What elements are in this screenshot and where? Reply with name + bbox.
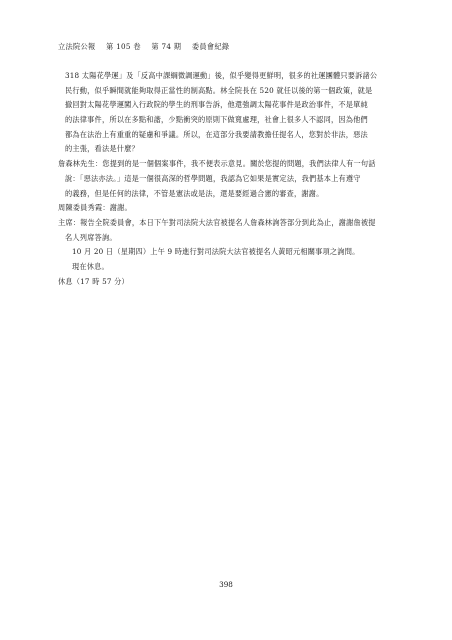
recess-line: 休息（17 時 57 分） bbox=[58, 276, 129, 286]
text-line: 名人列席答詢。 bbox=[65, 232, 117, 242]
section-label: 委員會紀錄 bbox=[191, 42, 230, 51]
speaker-line: 詹森林先生：您提到的是一個個案事件，我不便表示意見。關於您提的問題，我們法律人有一句話 bbox=[58, 159, 376, 169]
text-line: 的主張，看法是什麼？ bbox=[65, 144, 139, 154]
volume-label: 第 105 卷 bbox=[106, 42, 141, 51]
speaker-line: 周陳委員秀霞：謝謝。 bbox=[58, 203, 132, 213]
issue-label: 第 74 期 bbox=[151, 42, 182, 51]
text-line: 的法律事件，所以在多點和諧，少點衝突的原則下做寬處理，社會上很多人不認同，因為他們 bbox=[65, 115, 368, 125]
document-body bbox=[58, 69, 398, 289]
speaker-line: 主席：報告全院委員會，本日下午對司法院大法官被提名人詹森林詢答部分到此為止，謝謝詹被提 bbox=[58, 217, 376, 227]
text-line: 的義務，但是任何的法律，不管是憲法或是法，還是要經過合憲的審查，謝謝。 bbox=[65, 188, 324, 198]
text-line: 民行動，似乎瞬間就能夠取得正當性的制高點。林全院長在 520 就任以後的第一個政策，就是 bbox=[65, 85, 373, 95]
text-line: 現在休息。 bbox=[72, 261, 109, 271]
text-line: 10 月 20 日（星期四）上午 9 時進行對司法院大法官被提名人黃昭元相關事項之詢問。 bbox=[72, 247, 360, 257]
text-line: 說：「惡法亦法。」這是一個很高深的哲學問題，我認為它如果是實定法，我們基本上有遵守 bbox=[65, 173, 361, 183]
page-number: 398 bbox=[219, 580, 233, 589]
text-line: 都為在法治上有重重的疑慮和爭議。所以，在這部分我要請教擔任提名人，您對於非法，惡法 bbox=[65, 129, 368, 139]
page-header bbox=[58, 42, 237, 52]
publication-name: 立法院公報 bbox=[58, 42, 96, 51]
text-line: 撤回對太陽花學運闖入行政院的學生的刑事告訴，他還強調太陽花事件是政治事件，不是單純 bbox=[65, 100, 368, 110]
text-line: 318 太陽花學運」及「反高中課綱微調運動」後，似乎變得更鮮明，很多的社運團體只要訴諸公 bbox=[65, 71, 378, 80]
